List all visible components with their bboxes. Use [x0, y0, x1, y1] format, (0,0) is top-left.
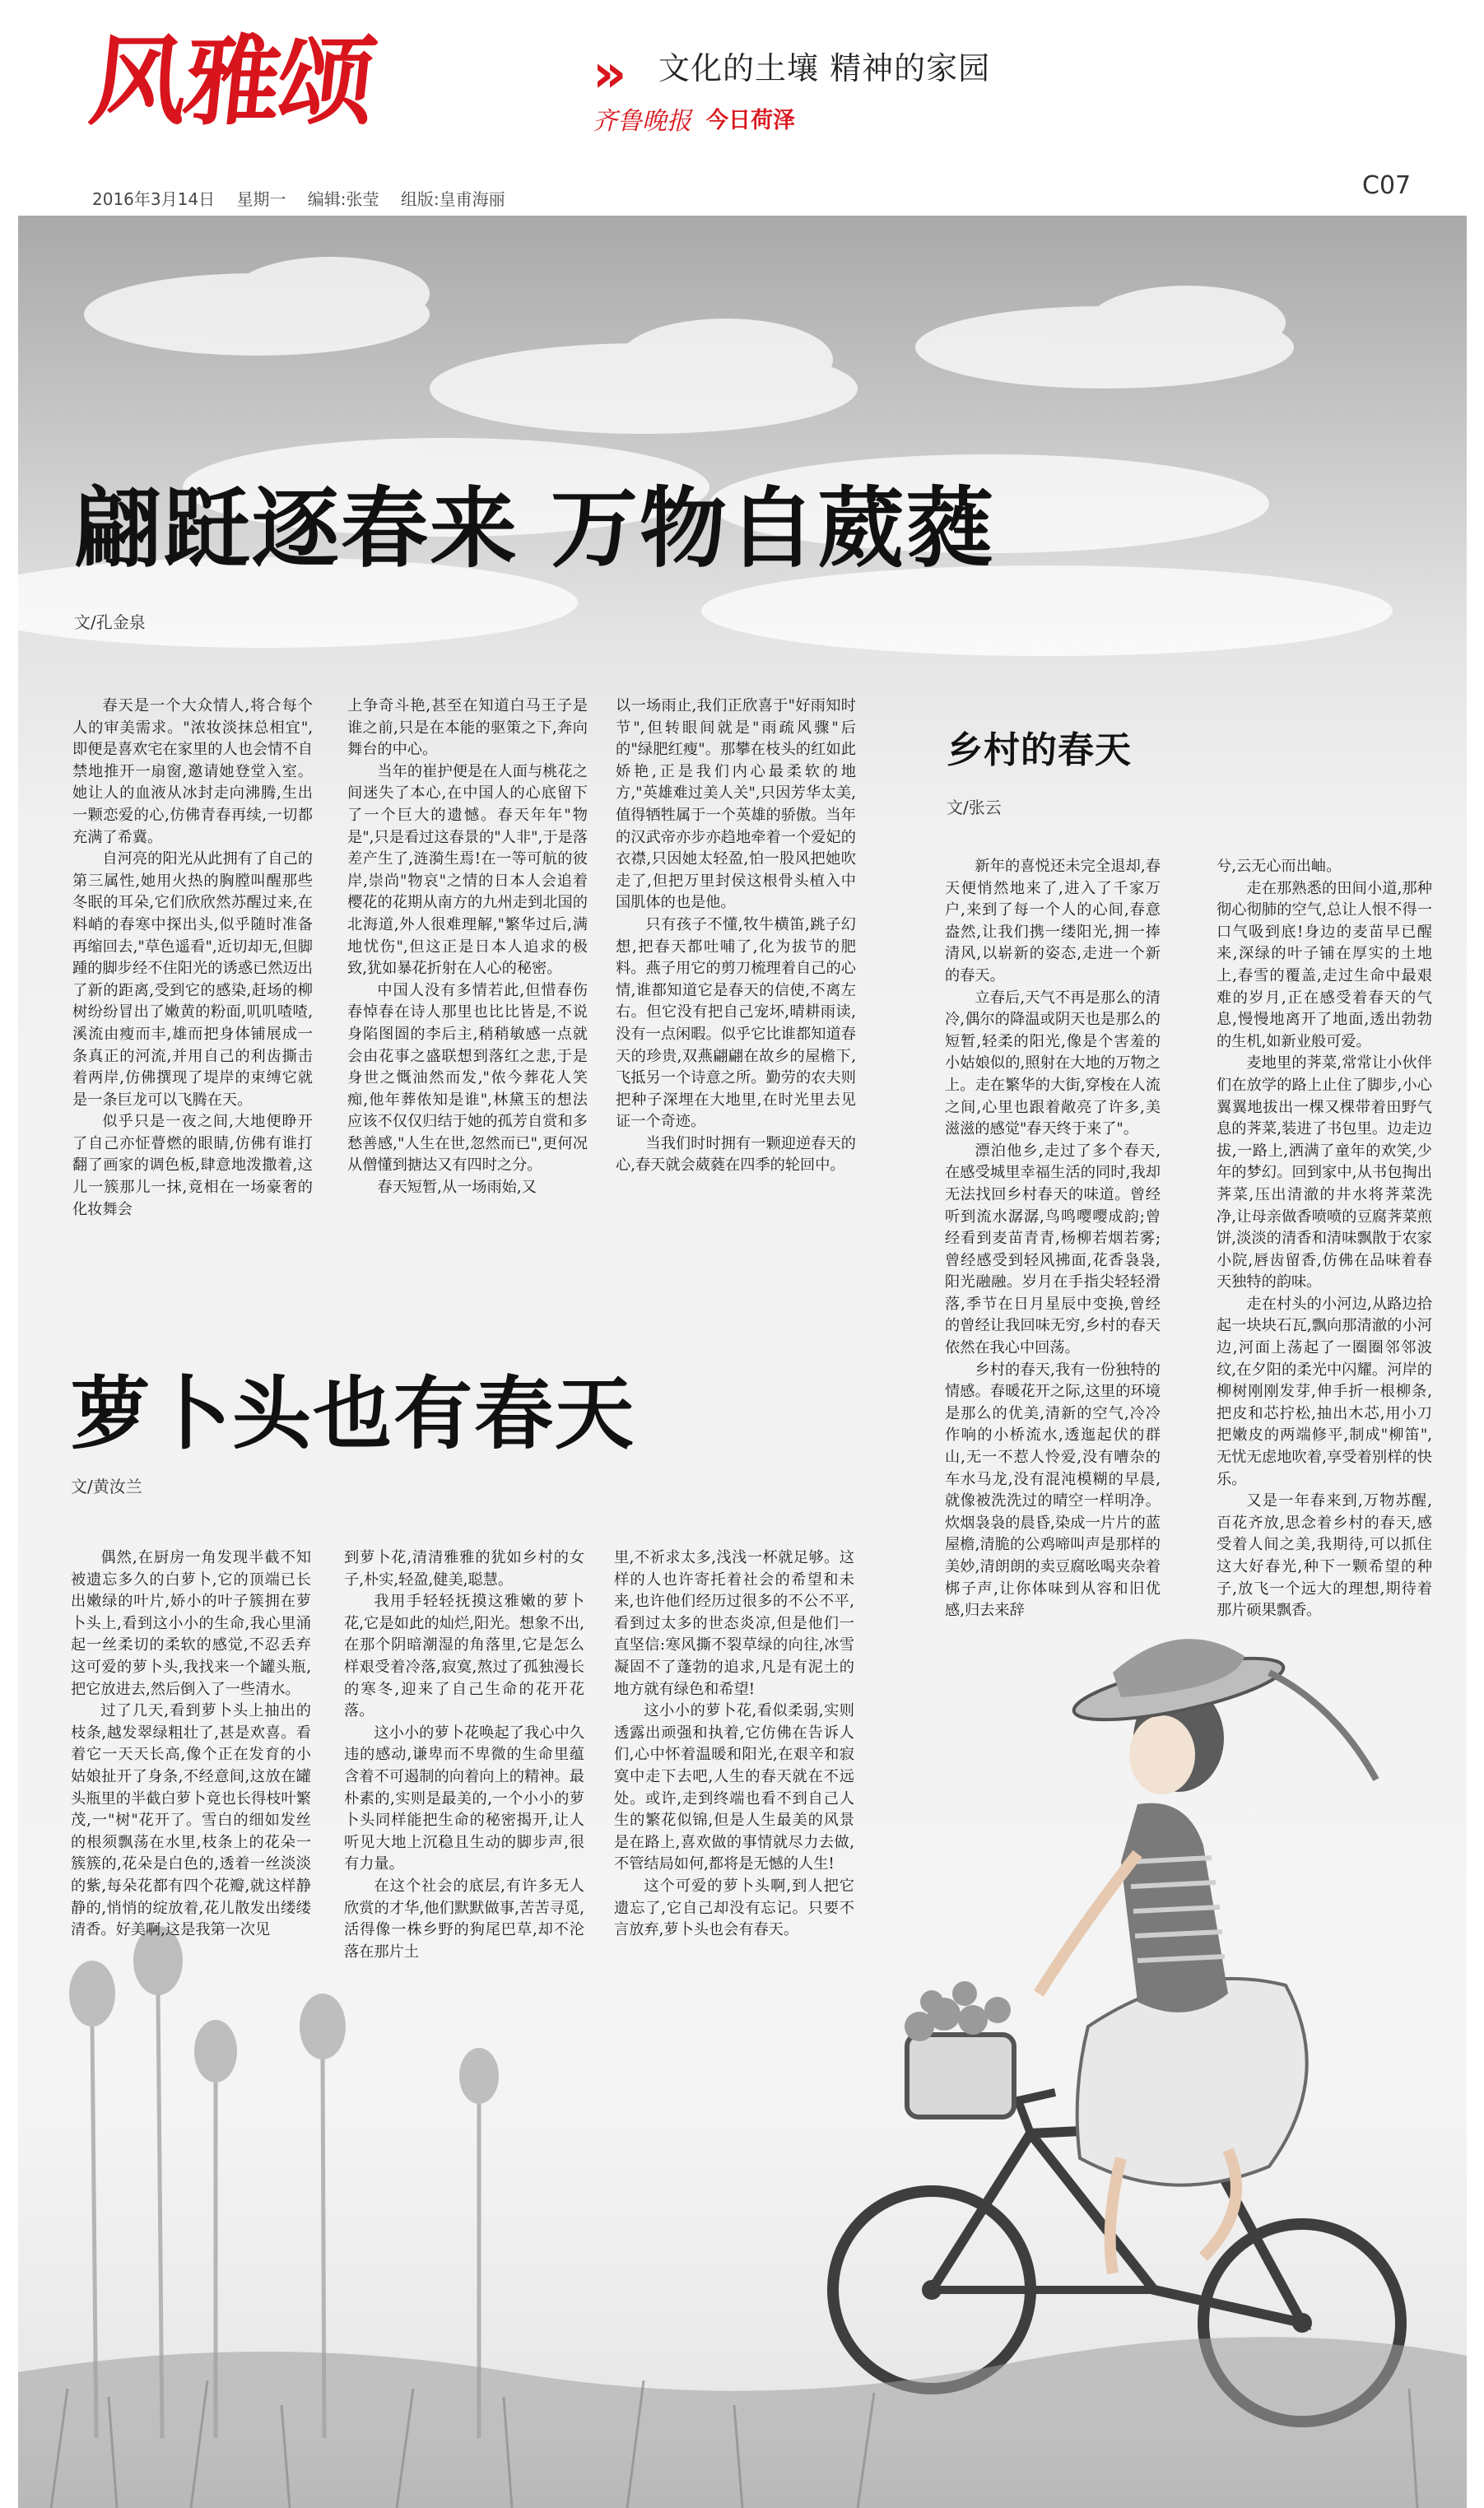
paragraph: 漂泊他乡,走过了多个春天,在感受城里幸福生活的同时,我却无法找回乡村春天的味道。曾经听到流水潺潺,鸟鸣嘤嘤成韵;曾经看到麦苗青青,杨柳若烟若雾;曾经感受到轻风拂面,花香袅袅,阳光融融。岁月在手指尖轻轻滑落,季节在日月星辰中变换,曾经的曾经让我回味无穷,乡村的春天依然在我心中回荡。: [945, 1142, 1161, 1357]
clouds: [18, 257, 1393, 656]
article-2-byline: 文/黄汝兰: [71, 1477, 142, 1496]
paragraph: 春天是一个大众情人,将合每个人的审美需求。"浓妆淡抹总相宜",即便是喜欢宅在家里的人也会情不自禁地推开一扇窗,邀请她登堂入室。她让人的血液从冰封走向沸腾,生出一颗恋爱的心,仿佛青春再续,一切都充满了希冀。: [72, 697, 313, 846]
paragraph-continued: 上争奇斗艳,甚至在知道白马王子是谁之前,只是在本能的驱策之下,奔向舞台的中心。: [347, 697, 588, 759]
paragraph-continued: 到萝卜花,清清雅雅的犹如乡村的女子,朴实,轻盈,健美,聪慧。: [344, 1549, 584, 1589]
paragraph: 又是一年春来到,万物苏醒,百花齐放,思念着乡村的春天,感受着人间之美,我期待,可以抓住这大好春光,种下一颗希望的种子,放飞一个远大的理想,期待着那片硕果飘香。: [1217, 1492, 1432, 1620]
dateline: [92, 186, 517, 210]
paragraph: 麦地里的荠菜,常常让小伙伴们在放学的路上止住了脚步,小心翼翼地拔出一棵又棵带着田野气息的荠菜,装进了书包里。边走边拔,一路上,洒满了童年的欢笑,少年的梦幻。回到家中,从书包掏出荠菜,压出清澈的井水将荠菜洗净,让母亲做香喷喷的豆腐荠菜煎饼,淡淡的清香和清味飘散于农家小院,唇齿留香,仿佛在品味着春天独特的韵味。: [1217, 1054, 1432, 1291]
paragraph-continued: 兮,云无心而出岫。: [1217, 858, 1342, 875]
article-1-title: 翩跹逐春来 万物自葳蕤: [74, 478, 995, 579]
editor-credit: 编辑:张莹: [307, 189, 379, 209]
paragraph: 自河亮的阳光从此拥有了自己的第三属性,她用火热的胸膛叫醒那些冬眠的耳朵,它们欣欣然苏醒过来,在料峭的春寒中探出头,似乎随时准备再缩回去,"草色遥看",近切却无,但脚踵的脚步经不住阳光的诱惑已然迈出了新的距离,受到它的感染,赶场的柳树纷纷冒出了嫩黄的粉面,叽叽喳喳,溪流由瘦而丰,雄而把身体铺展成一条真正的河流,并用自己的利齿撕击着两岸,仿佛撰现了堤岸的束缚它就是一条巨龙可以飞腾在天。: [72, 850, 313, 1109]
article-2-title: 萝卜头也有春天: [71, 1368, 635, 1460]
page-number: C07: [1362, 171, 1412, 200]
paragraph: 走在村头的小河边,从路边拾起一块块石瓦,飘向那清澈的小河边,河面上荡起了一圈圈邻邻波纹,在夕阳的柔光中闪耀。河岸的柳树刚刚发芽,伸手折一根柳条,把皮和芯拧松,抽出木芯,用小刀把嫩皮的两端修平,制成"柳笛",无忧无虑地吹着,享受着别样的快乐。: [1217, 1295, 1432, 1488]
paragraph: 当年的崔护便是在人面与桃花之间迷失了本心,在中国人的心底留下了一个巨大的遗憾。春天年年"物是",只是看过这春景的"人非",于是落差产生了,涟漪生焉!在一等可航的彼岸,崇尚"物哀"之情的日本人会追着樱花的花期从南方的九州走到北国的北海道,外人很难理解,"繁华过后,满地忧伤",但这正是日本人追求的极致,犹如暴花折射在人心的秘密。: [347, 762, 588, 978]
paper-name: 齐鲁晚报: [593, 107, 691, 136]
article-2-column-2: [344, 1547, 584, 1963]
issue-weekday: 星期一: [236, 189, 286, 209]
paragraph: 走在那熟悉的田间小道,那种彻心彻肺的空气,总让人恨不得一口气吸到底!身边的麦苗早已醒来,深绿的叶子铺在厚实的土地上,春雪的覆盖,走过生命中最艰难的岁月,正在感受着春天的气息,慢慢地离开了地面,透出勃勃的生机,如新业般可爱。: [1217, 879, 1432, 1050]
layout-credit: 组版:皇甫海丽: [400, 189, 505, 209]
paragraph-continued: 里,不祈求太多,浅浅一杯就足够。这样的人也许寄托着社会的希望和未来,也许他们经历过很多的不公不平,看到过太多的世态炎凉,但是他们一直坚信:寒风撕不裂草绿的向往,冰雪凝固不了蓬勃的追求,凡是有泥土的地方就有绿色和希望!: [614, 1549, 854, 1698]
brand-logo: 风雅颂: [84, 25, 379, 138]
chevron-right-icon: »: [593, 44, 617, 105]
article-2-column-3: [614, 1547, 854, 1942]
paragraph: 过了几天,看到萝卜头上抽出的枝条,越发翠绿粗壮了,甚是欢喜。看着它一天天长高,像个正在发育的小姑娘扯开了身条,不经意间,这放在罐头瓶里的半截白萝卜竟也长得枝叶繁茂,一"树"花开了。雪白的细如发丝的根须飘荡在水里,枝条上的花朵一簇簇的,花朵是白色的,透着一丝淡淡的紫,每朵花都有四个花瓣,就这样静静的,悄悄的绽放着,花儿散发出缕缕清香。好美啊,这是我第一次见: [71, 1702, 311, 1939]
article-2-column-1: [71, 1547, 311, 1942]
article-1-column-3: [616, 696, 856, 1177]
paragraph: 中国人没有多情若此,但惜春伤春悼春在诗人那里也比比皆是,不说身陷图圄的李后主,稍稍敏感一点就会由花事之盛联想到落红之悲,于是身世之慨油然而发,"侬今葬花人笑痴,他年葬侬知是谁",林黛玉的想法应该不仅仅归结于她的孤芳自赏和多愁善感,"人生在世,忽然而已",更何况从僧懂到搪达又有四时之分。: [347, 981, 588, 1175]
issue-date: 2016年3月14日: [92, 189, 216, 209]
girl-on-bicycle: [833, 1639, 1401, 2422]
masthead: [0, 0, 1484, 214]
article-3-title: 乡村的春天: [947, 729, 1132, 771]
article-3-column-1: [945, 856, 1161, 1622]
paragraph: 偶然,在厨房一角发现半截不知被遗忘多久的白萝卜,它的顶端已长出嫩绿的叶片,娇小的叶子簇拥在萝卜头上,看到这小小的生命,我心里涌起一丝柔切的柔软的感觉,不忍丢弃这可爱的萝卜头,我找来一个罐头瓶,把它放进去,然后倒入了一些清水。: [71, 1549, 311, 1698]
article-1-column-1: [72, 696, 313, 1221]
paragraph-continued: 以一场雨止,我们正欣喜于"好雨知时节",但转眼间就是"雨疏风骤"后的"绿肥红瘦"。那攀在枝头的红如此娇艳,正是我们内心最柔软的地方,"英雄难过美人关",只因芳华太美,值得牺牲属于一个英雄的骄傲。当年的汉武帝亦步亦趋地牵着一个爱妃的衣襟,只因她太轻盈,怕一股风把她吹走了,但把万里封侯这根骨头植入中国肌体的也是他。: [616, 697, 856, 912]
paragraph: 似乎只是一夜之间,大地便睁开了自己亦怔瞢燃的眼睛,仿佛有谁打翻了画家的调色板,肆意地泼撒着,这儿一簇那儿一抹,竟相在一场豪奢的化妆舞会: [72, 1113, 313, 1218]
article-3-column-2: [1217, 856, 1432, 1622]
paragraph: 在这个社会的底层,有许多无人欣赏的才华,他们默默做事,苦苦寻觅,活得像一株乡野的狗尾巴草,却不沦落在那片土: [344, 1877, 584, 1961]
paragraph: 这小小的萝卜花,看似柔弱,实则透露出顽强和执着,它仿佛在告诉人们,心中怀着温暖和阳光,在艰辛和寂寞中走下去吧,人生的春天就在不远处。或许,走到终端也看不到自己人生的繁花似锦,但是人生最美的风景是在路上,喜欢做的事情就尽力去做,不管结局如何,都将是无憾的人生!: [614, 1702, 854, 1873]
slogan: 文化的土壤 精神的家园: [658, 50, 991, 86]
paragraph: 这个可爱的萝卜头啊,到人把它遗忘了,它自己却没有忘记。只要不言放弃,萝卜头也会有春天。: [614, 1877, 854, 1939]
paper-section-tag: 今日荷泽: [706, 108, 795, 133]
paragraph: 这小小的萝卜花唤起了我心中久违的感动,谦卑而不卑微的生命里蕴含着不可遏制的向着向上的精神。最朴素的,实则是最美的,一个小小的萝卜头同样能把生命的秘密揭开,让人听见大地上沉稳且生动的脚步声,很有力量。: [344, 1724, 584, 1873]
grass-field: [18, 2337, 1467, 2508]
paragraph: 只有孩子不懂,牧牛横笛,跳子幻想,把春天都吐哺了,化为拔节的肥料。燕子用它的剪刀梳理着自己的心情,谁都知道它是春天的信使,不离左右。但它没有把自己宠坏,晴耕雨读,没有一点闲暇。似乎它比谁都知道春天的珍贵,双燕翩翩在故乡的屋檐下,飞抵另一个诗意之所。勤劳的农夫则把种子深埋在大地里,在时光里去见证一个奇迹。: [616, 915, 856, 1131]
article-1-column-2: [347, 696, 588, 1199]
article-3-byline: 文/张云: [947, 798, 1002, 817]
paragraph: 立春后,天气不再是那么的清冷,偶尔的降温或阴天也是那么的短暂,轻柔的阳光,像是个害羞的小姑娘似的,照射在大地的万物之上。走在繁华的大街,穿梭在人流之间,心里也跟着敞亮了许多,美滋滋的感觉"春天终于来了"。: [945, 989, 1161, 1138]
paragraph: 新年的喜悦还未完全退却,春天便悄然地来了,进入了千家万户,来到了每一个人的心间,春意盎然,让我们携一缕阳光,拥一捧清风,以崭新的姿态,走进一个新的春天。: [945, 858, 1161, 984]
article-1-byline: 文/孔金泉: [74, 612, 146, 632]
paragraph: 春天短暂,从一场雨始,又: [377, 1179, 537, 1197]
paragraph: 当我们时时拥有一颗迎逆春天的心,春天就会葳蕤在四季的轮回中。: [616, 1134, 856, 1175]
paragraph: 乡村的春天,我有一份独特的情感。春暖花开之际,这里的环境是那么的优美,清新的空气,冷冷作响的小桥流水,透迤起伏的群山,无一不惹人怜爱,没有嘈杂的车水马龙,没有混沌模糊的早晨,就像被洗洗过的晴空一样明净。炊烟袅袅的晨昏,染成一片片的蓝屋檐,清脆的公鸡啼叫声是那样的美妙,清朗朗的卖豆腐吆喝夹杂着梆子声,让你体味到从容和旧优感,归去来辞: [945, 1361, 1161, 1620]
paragraph: 我用手轻轻抚摸这雅嫩的萝卜花,它是如此的灿烂,阳光。想象不出,在那个阴暗潮湿的角落里,它是怎么样艰受着冷落,寂寞,熬过了孤独漫长的寒冬,迎来了自己生命的花开花落。: [344, 1593, 584, 1720]
